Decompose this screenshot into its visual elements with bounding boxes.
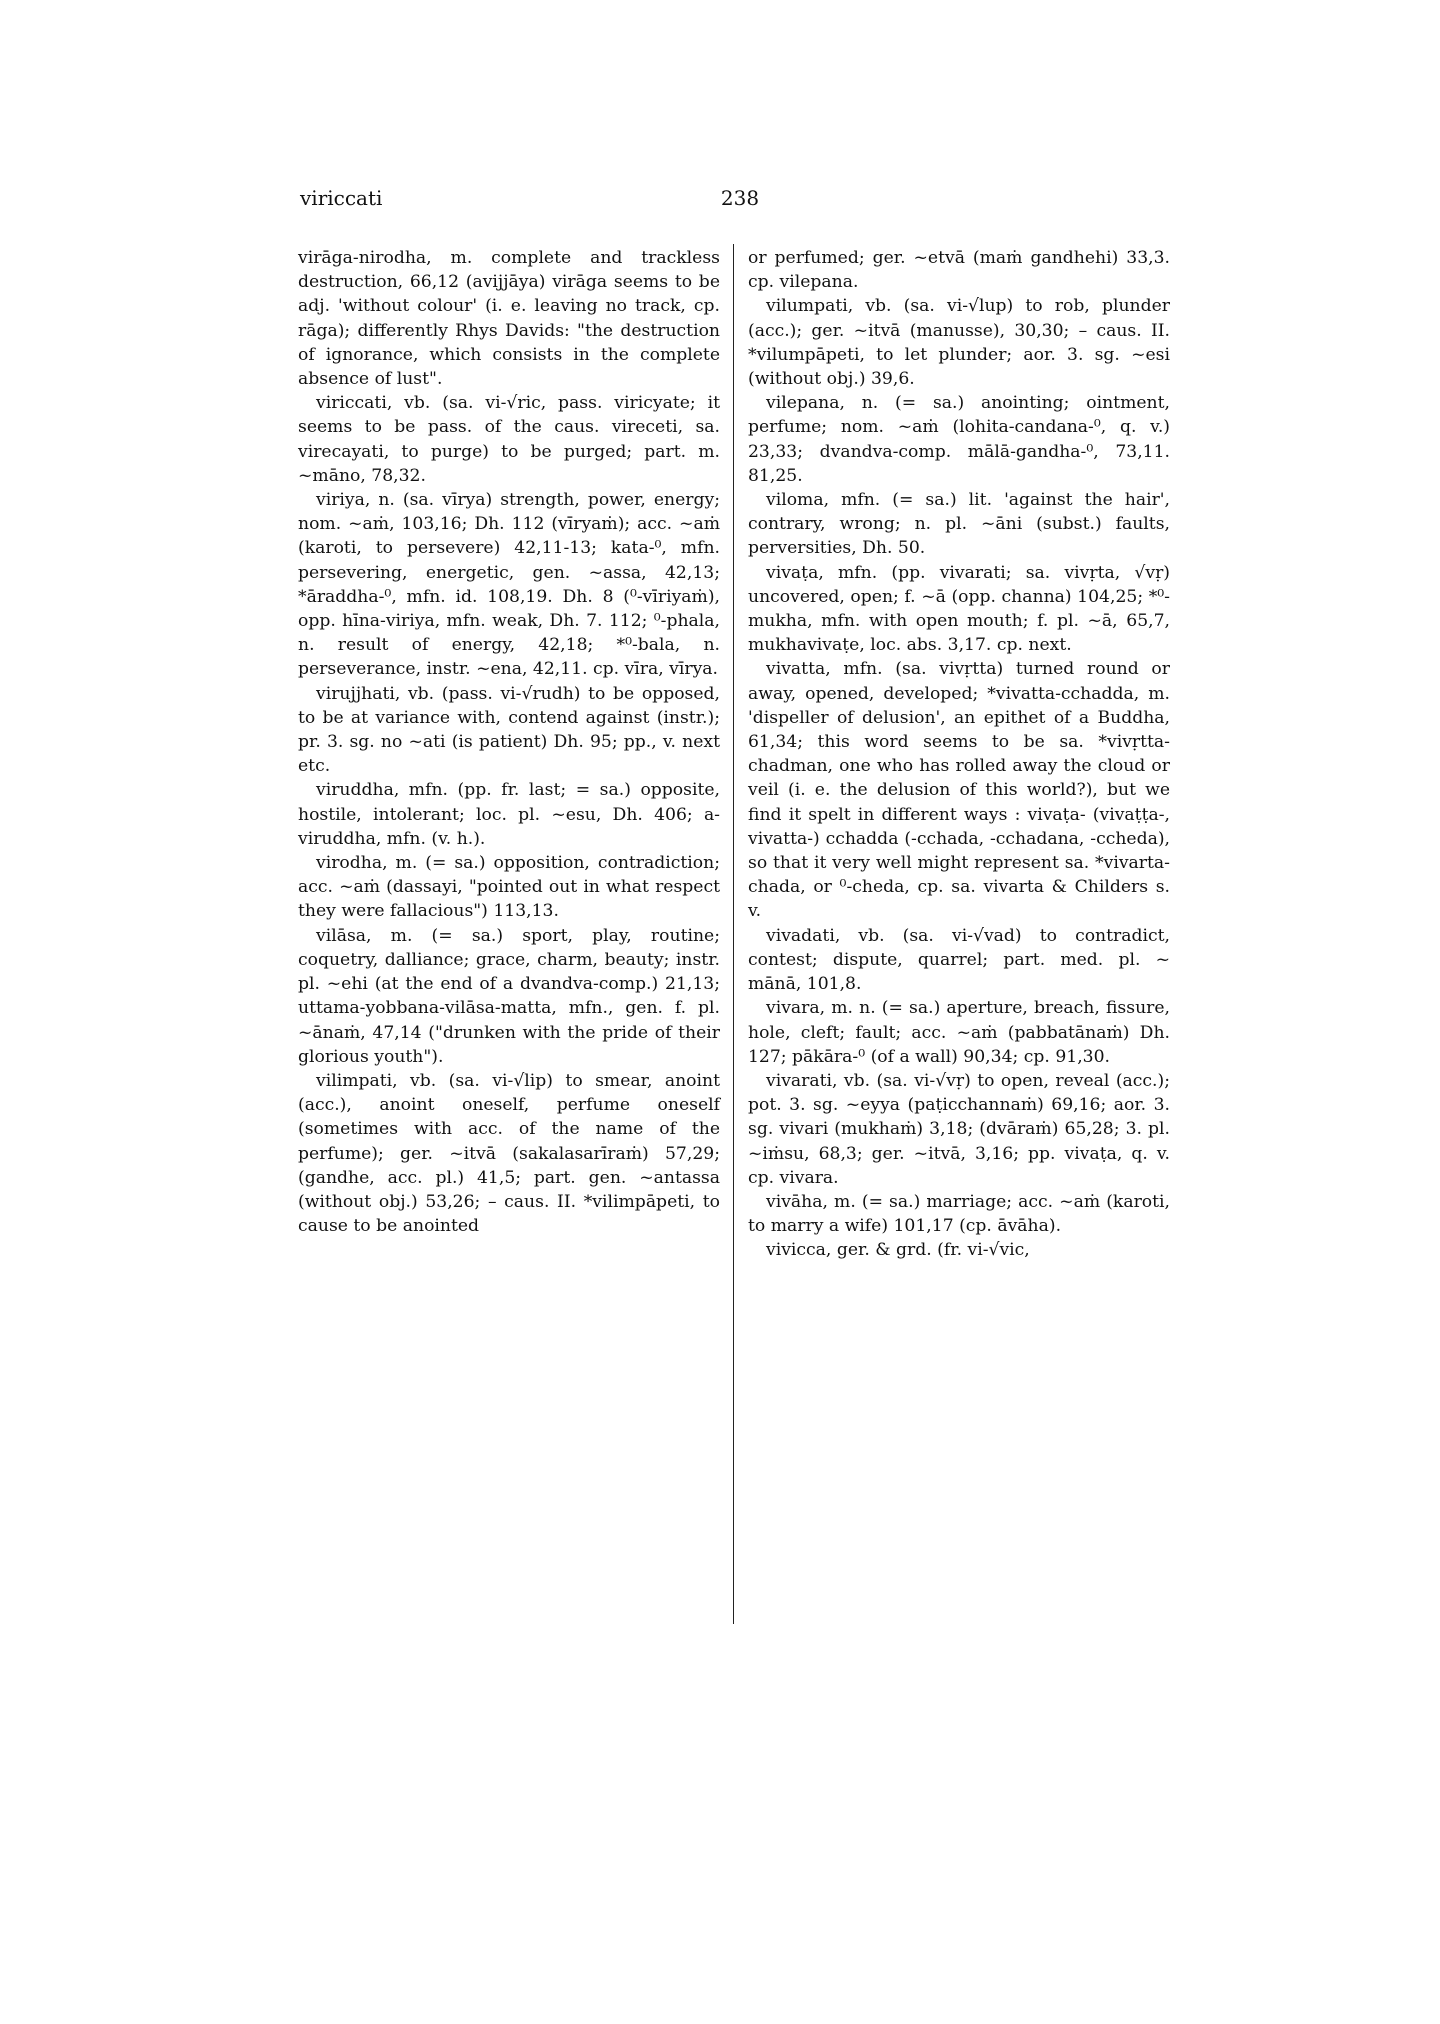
entry-virodha: virodha, m. (= sa.) opposition, contradiction; acc. ~aṁ (dassayi, "pointed out in what respect they were fallacious") 113,13. [298, 853, 720, 922]
page-number: 238 [720, 186, 760, 210]
column-divider [733, 244, 734, 1624]
entry-vilimpati: vilimpati, vb. (sa. vi-√lip) to smear, anoint (acc.), anoint oneself, perfume oneself (sometimes with acc. of the name of the perfume); ger. ~itvā (sakalasarīraṁ) 57,29; (gandhe, acc. pl.) 41,5; part. gen. ~antassa (without obj.) 53,26; – caus. II. *vilimpāpeti, to cause to be anointed [298, 1070, 720, 1237]
entry-vilimpati-continued: or perfumed; ger. ~etvā (maṁ gandhehi) 33,3. cp. vilepana. [748, 248, 1170, 293]
entry-vivadati: vivadati, vb. (sa. vi-√vad) to contradict, contest; dispute, quarrel; part. med. pl. ~ mānā, 101,8. [748, 925, 1170, 995]
right-column [748, 246, 1170, 1263]
entry-virujjhati: virujjhati, vb. (pass. vi-√rudh) to be opposed, to be at variance with, contend against (instr.); pr. 3. sg. no ~ati (is patient) Dh. 95; pp., v. next etc. [298, 683, 720, 777]
entry-viriya: viriya, n. (sa. vīrya) strength, power, energy; nom. ~aṁ, 103,16; Dh. 112 (vīryaṁ); acc. ~aṁ (karoti, to persevere) 42,11-13; kata-⁰, mfn. persevering, energetic, gen. ~assa, 42,13; *āraddha-⁰, mfn. id. 108,19. Dh. 8 (⁰-vīriyaṁ), opp. hīna-viriya, mfn. weak, Dh. 7. 112; ⁰-phala, n. result of energy, 42,18; *⁰-bala, n. perseverance, instr. ~ena, 42,11. cp. vīra, vīrya. [298, 490, 720, 680]
entry-vilepana: vilepana, n. (= sa.) anointing; ointment, perfume; nom. ~aṁ (lohita-candana-⁰, q. v.) 23,33; dvandva-comp. mālā-gandha-⁰, 73,11. 81,25. [748, 393, 1170, 486]
entry-vivarati: vivarati, vb. (sa. vi-√vṛ) to open, reveal (acc.); pot. 3. sg. ~eyya (paṭicchannaṁ) 69,16; aor. 3. sg. vivari (mukhaṁ) 3,18; (dvāraṁ) 65,28; 3. pl. ~iṁsu, 68,3; ger. ~itvā, 3,16; pp. vivaṭa, q. v. cp. vivara. [748, 1070, 1170, 1188]
running-head [300, 182, 1180, 214]
entry-vivata: vivaṭa, mfn. (pp. vivarati; sa. vivṛta, √vṛ) uncovered, open; f. ~ā (opp. channa) 104,25; *⁰-mukha, mfn. with open mouth; f. pl. ~ā, 65,7, mukhavivaṭe, loc. abs. 3,17. cp. next. [748, 562, 1170, 656]
left-column [298, 246, 720, 1238]
entry-vivatta: vivatta, mfn. (sa. vivṛtta) turned round or away, opened, developed; *vivatta-cchadda, m. 'dispeller of delusion', an epithet of a Buddha, 61,34; this word seems to be sa. *vivṛtta-chadman, one who has rolled away the cloud or veil (i. e. the delusion of this world?), but we find it spelt in different ways : vivaṭa- (vivaṭṭa-, vivatta-) cchadda (-cchada, -cchadana, -ccheda), so that it very well might represent sa. *vivarta-chada, or ⁰-cheda, cp. sa. vivarta & Childers s. v. [748, 659, 1170, 922]
entry-viriccati: viriccati, vb. (sa. vi-√ric, pass. viricyate; it seems to be pass. of the caus. vireceti, sa. virecayati, to purge) to be purged; part. m. ~māno, 78,32. [298, 393, 720, 486]
entry-vivicca: vivicca, ger. & grd. (fr. vi-√vic, [766, 1240, 1030, 1261]
entry-viraga-nirodha: virāga-nirodha, m. complete and trackless destruction, 66,12 (avijjāya) virāga seems to be adj. 'without colour' (i. e. leaving no track, cp. rāga); differently Rhys Davids: "the destruction of ignorance, which consists in the complete absence of lust". [298, 248, 720, 390]
entry-vivaha: vivāha, m. (= sa.) marriage; acc. ~aṁ (karoti, to marry a wife) 101,17 (cp. āvāha). [748, 1191, 1170, 1237]
running-head-word: viriccati [300, 186, 383, 210]
entry-viruddha: viruddha, mfn. (pp. fr. last; = sa.) opposite, hostile, intolerant; loc. pl. ~esu, Dh. 406; a-viruddha, mfn. (v. h.). [298, 780, 720, 849]
entry-vivara: vivara, m. n. (= sa.) aperture, breach, fissure, hole, cleft; fault; acc. ~aṁ (pabbatānaṁ) Dh. 127; pākāra-⁰ (of a wall) 90,34; cp. 91,30. [748, 998, 1170, 1067]
entry-viloma: viloma, mfn. (= sa.) lit. 'against the hair', contrary, wrong; n. pl. ~āni (subst.) faults, perversities, Dh. 50. [748, 490, 1170, 559]
entry-vilumpati: vilumpati, vb. (sa. vi-√lup) to rob, plunder (acc.); ger. ~itvā (manusse), 30,30; – caus. II. *vilumpāpeti, to let plunder; aor. 3. sg. ~esi (without obj.) 39,6. [748, 296, 1170, 390]
entry-vilasa: vilāsa, m. (= sa.) sport, play, routine; coquetry, dalliance; grace, charm, beauty; instr. pl. ~ehi (at the end of a dvandva-comp.) 21,13; uttama-yobbana-vilāsa-matta, mfn., gen. f. pl. ~ānaṁ, 47,14 ("drunken with the pride of their glorious youth"). [298, 925, 720, 1067]
